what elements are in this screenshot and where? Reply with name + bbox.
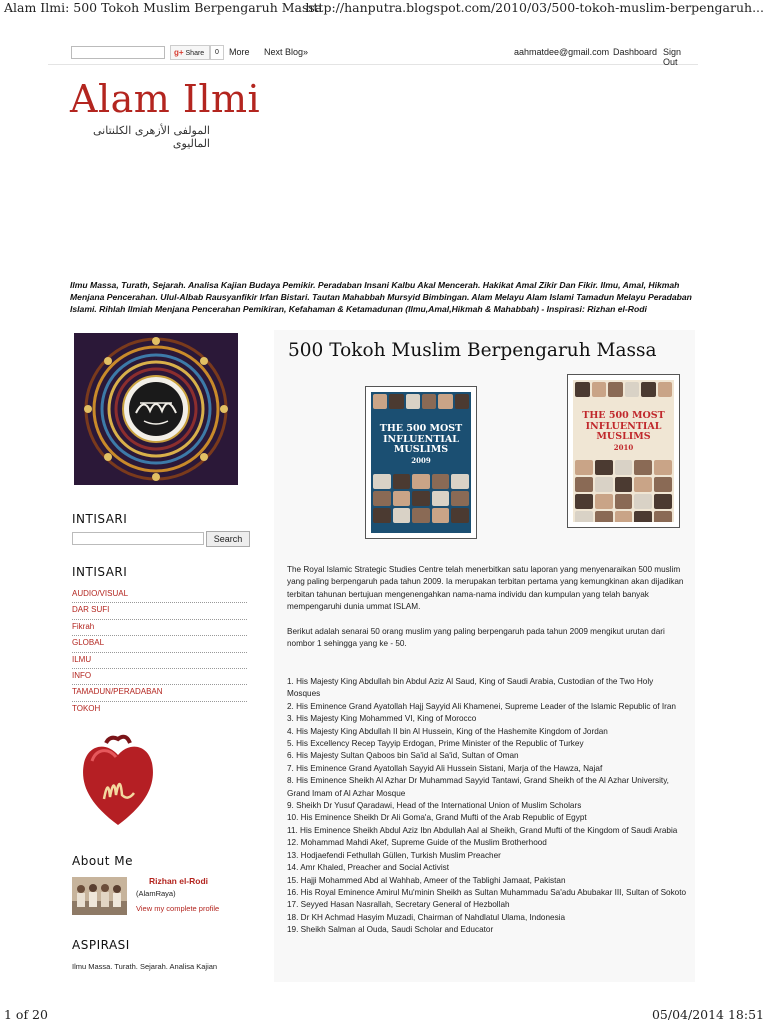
list-item: 15. Hajji Mohammed Abd al Wahhab, Ameer of the Tablighi Jamaat, Pakistan bbox=[287, 875, 566, 885]
label-link[interactable]: AUDIO/VISUAL bbox=[72, 587, 247, 603]
book-cover-2009[interactable] bbox=[365, 386, 477, 539]
sidebar-search-button[interactable]: Search bbox=[206, 531, 250, 547]
profile-photo[interactable] bbox=[72, 877, 127, 915]
user-email: aahmatdee@gmail.com bbox=[514, 47, 610, 57]
view-profile-link[interactable]: View my complete profile bbox=[136, 904, 220, 913]
sign-out-link[interactable]: Sign Out bbox=[663, 47, 682, 67]
label-link[interactable]: DAR SUFI bbox=[72, 603, 247, 619]
list-item: 16. His Royal Eminence Amirul Mu'minin Sheikh as Sultan Muhammadu Sa'adu Abubakar III, Sultan of Sokoto bbox=[287, 887, 687, 897]
print-datetime: 05/04/2014 18:51 bbox=[651, 1007, 764, 1022]
calligraphy-artwork-image bbox=[74, 333, 238, 485]
label-link[interactable]: TAMADUN/PERADABAN bbox=[72, 685, 247, 701]
google-plus-icon: g+ bbox=[174, 48, 184, 57]
list-item: 3. His Majesty King Mohammed VI, King of Morocco bbox=[287, 714, 477, 724]
navbar-search-input[interactable] bbox=[71, 46, 165, 59]
profile-name-link[interactable]: Rizhan el-Rodi bbox=[149, 876, 209, 886]
blog-arabic-subtitle: المولفى الأزهرى الكلنتانى الماليوى bbox=[93, 124, 210, 150]
list-item: 2. His Eminence Grand Ayatollah Hajj Sayyid Ali Khamenei, Supreme Leader of the Islamic Republic of Iran bbox=[287, 701, 676, 711]
list-item: 4. His Majesty King Abdullah II bin Al Hussein, King of the Hashemite Kingdom of Jordan bbox=[287, 726, 608, 736]
book-cover-2010-title: THE 500 MOST INFLUENTIAL MUSLIMS 2010 bbox=[582, 410, 665, 452]
label-link[interactable]: INFO bbox=[72, 669, 247, 685]
search-widget-title: INTISARI bbox=[72, 512, 128, 526]
blog-description: Ilmu Massa, Turath, Sejarah. Analisa Kajian Budaya Pemikir. Peradaban Insani Kalbu Akal Mencerah. Hakikat Amal Zikir Dan Fikir. Ilmu, Amal, Hikmah Menjana Pencerahan. Ulul-Albab Rausyanfikir Irfan Bistari. Tautan Mahabbah Mursyid Bimbingan. Alam Melayu Alam Islami Tamadun Melayu Peradaban Islami. Rihlah Ilmiah Menjana Pencerahan Pemikiran, Kefahaman & Ketamadunan (Ilmu,Amal,Hikmah & Mahabbah) - Inspirasi: Rizhan el-Rodi bbox=[70, 280, 692, 314]
book-cover-2010-art bbox=[573, 380, 674, 522]
list-item: 8. His Eminence Sheikh Al Azhar Dr Muhammad Sayyid Tantawi, Grand Sheikh of the Al Azhar University, Grand Imam of Al Azhar Mosque bbox=[287, 776, 669, 798]
post-paragraph: Berikut adalah senarai 50 orang muslim yang paling berpengaruh pada tahun 2009 mengikut urutan dari nombor 1 sehingga yang ke - 50. bbox=[287, 627, 665, 649]
aspirasi-text: Ilmu Massa. Turath. Sejarah. Analisa Kajian bbox=[72, 962, 218, 971]
label-link[interactable]: GLOBAL bbox=[72, 636, 247, 652]
more-link[interactable]: More bbox=[229, 47, 250, 57]
aspirasi-title: ASPIRASI bbox=[72, 938, 130, 952]
book-cover-2009-title: THE 500 MOST INFLUENTIAL MUSLIMS 2009 bbox=[379, 423, 463, 465]
post-body bbox=[287, 564, 687, 663]
list-item: 14. Amr Khaled, Preacher and Social Activist bbox=[287, 863, 450, 873]
dashboard-link[interactable]: Dashboard bbox=[613, 47, 658, 57]
label-link[interactable]: ILMU bbox=[72, 653, 247, 669]
heart-allah-image bbox=[78, 733, 158, 829]
post-title[interactable]: 500 Tokoh Muslim Berpengaruh Massa bbox=[288, 340, 657, 361]
post-paragraph: The Royal Islamic Strategic Studies Centre telah menerbitkan satu laporan yang menyenaraikan 500 muslim yang paling berpengaruh pada tahun 2009. Ia merupakan terbitan pertama yang kemungkinan akan dijadikan terbitan tahunan bertujuan mengenengahkan nama-nama individu dan kumpulan yang telah banyak mempengaruhi dunia ummat ISLAM. bbox=[287, 565, 684, 612]
print-page-number: 1 of 20 bbox=[4, 1007, 48, 1022]
print-page-url: http://hanputra.blogspot.com/2010/03/500-tokoh-muslim-berpengaruh... bbox=[305, 0, 764, 15]
influential-muslims-list bbox=[287, 676, 687, 937]
google-plus-share-button[interactable] bbox=[170, 45, 210, 60]
profile-subtitle: (AlamRaya) bbox=[136, 889, 176, 898]
list-item: 19. Sheikh Salman al Ouda, Saudi Scholar and Educator bbox=[287, 925, 494, 935]
share-label: Share bbox=[185, 50, 205, 57]
blog-title[interactable]: Alam Ilmi bbox=[70, 77, 261, 121]
next-blog-link[interactable]: Next Blog» bbox=[264, 47, 309, 57]
list-item: 17. Seyyed Hasan Nasrallah, Secretary General of Hezbollah bbox=[287, 900, 510, 910]
book-cover-2009-art bbox=[371, 392, 471, 533]
blogger-navbar bbox=[48, 42, 698, 65]
list-item: 11. His Eminence Sheikh Abdul Aziz Ibn Abdullah Aal al Sheikh, Grand Mufti of the Kingdom of Saudi Arabia bbox=[287, 825, 678, 835]
labels-list bbox=[72, 587, 247, 717]
list-item: 10. His Eminence Sheikh Dr Ali Goma'a, Grand Mufti of the Arab Republic of Egypt bbox=[287, 813, 587, 823]
share-count: 0 bbox=[210, 45, 224, 60]
label-link[interactable]: TOKOH bbox=[72, 703, 101, 713]
list-item: 5. His Excellency Recep Tayyip Erdogan, Prime Minister of the Republic of Turkey bbox=[287, 739, 584, 749]
list-item: 18. Dr KH Achmad Hasyim Muzadi, Chairman of Nahdlatul Ulama, Indonesia bbox=[287, 912, 566, 922]
list-item: 7. His Eminence Grand Ayatollah Sayyid Ali Hussein Sistani, Marja of the Hawza, Najaf bbox=[287, 763, 603, 773]
list-item: 1. His Majesty King Abdullah bin Abdul Aziz Al Saud, King of Saudi Arabia, Custodian of the Two Holy Mosques bbox=[287, 677, 654, 699]
label-link[interactable]: Fikrah bbox=[72, 620, 247, 636]
book-cover-2010[interactable] bbox=[567, 374, 680, 528]
list-item: 12. Mohammad Mahdi Akef, Supreme Guide of the Muslim Brotherhood bbox=[287, 838, 547, 848]
labels-widget-title: INTISARI bbox=[72, 565, 128, 579]
print-page-title: Alam Ilmi: 500 Tokoh Muslim Berpengaruh Massa bbox=[4, 0, 323, 15]
sidebar-search-input[interactable] bbox=[72, 532, 204, 545]
list-item: 13. Hodjaefendi Fethullah Güllen, Turkish Muslim Preacher bbox=[287, 850, 501, 860]
about-me-title: About Me bbox=[72, 854, 134, 868]
list-item: 9. Sheikh Dr Yusuf Qaradawi, Head of the International Union of Muslim Scholars bbox=[287, 801, 582, 811]
list-item: 6. His Majesty Sultan Qaboos bin Sa'id al Sa'id, Sultan of Oman bbox=[287, 751, 519, 761]
